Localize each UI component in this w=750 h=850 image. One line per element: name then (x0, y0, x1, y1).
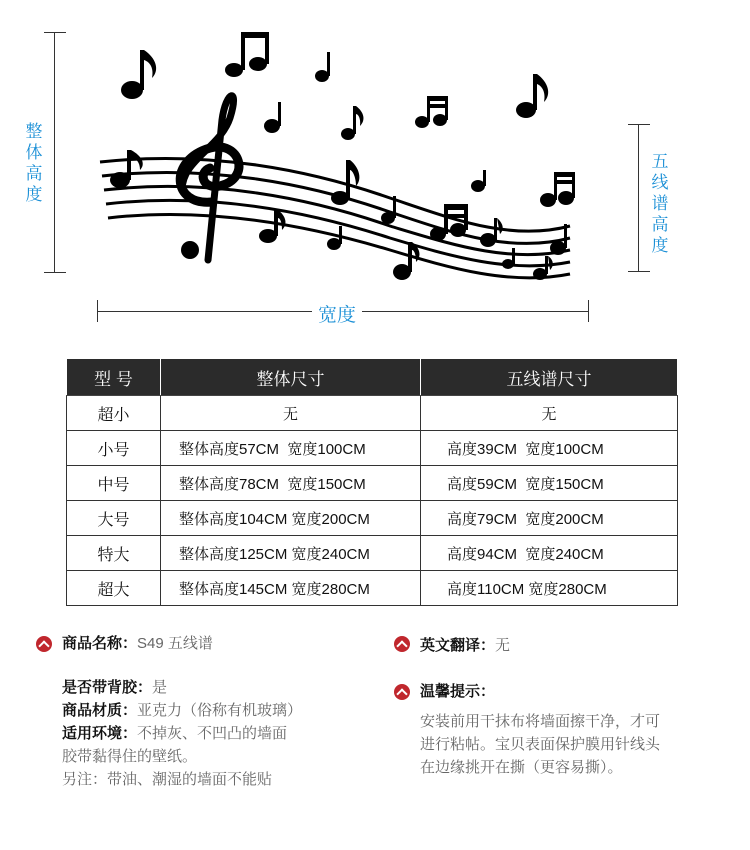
english-translation-value: 无 (495, 637, 511, 654)
material-line (62, 699, 362, 722)
eighth-note-icon (393, 242, 419, 280)
table-row (67, 431, 678, 466)
backing-value: 是 (152, 679, 168, 696)
model-cell: 中号 (67, 466, 161, 501)
column-header-staff-size: 五线谱尺寸 (421, 359, 678, 396)
table-row (67, 466, 678, 501)
product-name-bullet-icon (36, 636, 52, 652)
tips-text (420, 710, 720, 779)
eighth-note-icon (259, 210, 285, 243)
note-line: 另注：带油、潮湿的墙面不能贴 (62, 771, 273, 788)
staff-size-cell: 高度39CM 宽度100CM (421, 431, 678, 466)
tips-label (420, 680, 495, 703)
material-value: 亚克力（俗称有机玻璃） (137, 702, 303, 719)
width-label: 宽度 (312, 300, 362, 327)
backing-label: 是否带背胶： (62, 679, 153, 696)
product-details-block (62, 676, 362, 791)
overall-size-cell: 无 (161, 396, 421, 431)
overall-size-cell: 整体高度78CM 宽度150CM (161, 466, 421, 501)
overall-size-cell: 整体高度57CM 宽度100CM (161, 431, 421, 466)
tips-line: 进行粘帖。宝贝表面保护膜用针线头 (420, 736, 661, 753)
environment-line (62, 722, 362, 745)
overall-size-cell: 整体高度104CM 宽度200CM (161, 501, 421, 536)
column-header-overall-size: 整体尺寸 (161, 359, 421, 396)
material-label: 商品材质： (62, 702, 138, 719)
beamed-notes-icon (540, 172, 575, 207)
table-row (67, 501, 678, 536)
treble-clef-icon (180, 96, 239, 260)
table-row (67, 536, 678, 571)
beamed-notes-icon (415, 96, 448, 128)
eighth-note-icon (121, 50, 156, 99)
table-row (67, 571, 678, 606)
environment-label: 适用环境： (62, 725, 138, 742)
eighth-note-icon (315, 52, 330, 82)
overall-size-cell: 整体高度125CM 宽度240CM (161, 536, 421, 571)
environment-value-continued: 胶带黏得住的壁纸。 (62, 748, 198, 765)
music-staff-illustration (90, 30, 590, 290)
tips-line: 安装前用干抹布将墙面擦干净，才可 (420, 713, 661, 730)
model-cell: 超小 (67, 396, 161, 431)
backing-line (62, 676, 362, 699)
product-name-line (62, 632, 213, 655)
table-row (67, 396, 678, 431)
model-cell: 特大 (67, 536, 161, 571)
tips-line: 在边缘挑开在撕（更容易撕）。 (420, 759, 623, 776)
eighth-note-icon (327, 226, 342, 250)
staff-size-cell: 高度79CM 宽度200CM (421, 501, 678, 536)
tips-label-text: 温馨提示： (420, 683, 496, 700)
eighth-note-icon (502, 248, 515, 269)
tips-bullet-icon (394, 684, 410, 700)
column-header-model: 型 号 (67, 359, 161, 396)
staff-size-cell: 高度94CM 宽度240CM (421, 536, 678, 571)
model-cell: 小号 (67, 431, 161, 466)
eighth-note-icon (341, 106, 363, 140)
eighth-note-icon (264, 102, 281, 133)
size-spec-table (66, 358, 678, 606)
staff-height-label: 五线谱高度 (651, 152, 669, 256)
table-header-row (67, 359, 678, 396)
model-cell: 超大 (67, 571, 161, 606)
overall-height-label: 整体高度 (25, 122, 43, 205)
staff-size-cell: 高度59CM 宽度150CM (421, 466, 678, 501)
product-name-label: 商品名称： (62, 635, 138, 652)
staff-size-cell: 高度110CM 宽度280CM (421, 571, 678, 606)
beamed-notes-icon (225, 32, 269, 77)
english-translation-bullet-icon (394, 636, 410, 652)
overall-size-cell: 整体高度145CM 宽度280CM (161, 571, 421, 606)
english-translation-label: 英文翻译： (420, 637, 496, 654)
model-cell: 大号 (67, 501, 161, 536)
eighth-note-icon (110, 150, 143, 188)
english-translation-line (420, 634, 510, 657)
eighth-note-icon (516, 74, 548, 118)
environment-value: 不掉灰、不凹凸的墙面 (137, 725, 288, 742)
eighth-note-icon (471, 170, 486, 192)
staff-size-cell: 无 (421, 396, 678, 431)
product-name-value: S49 五线谱 (137, 635, 213, 652)
